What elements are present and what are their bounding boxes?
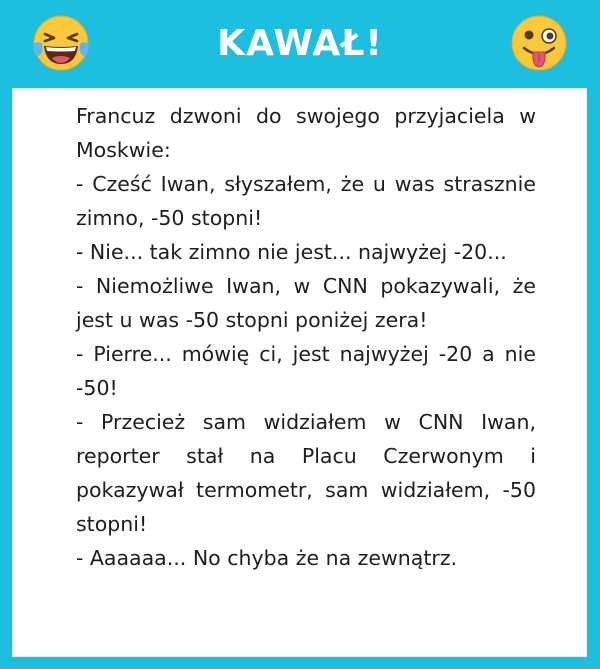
joke-paragraph: - Aaaaaa... No chyba że na zewnątrz. [76, 546, 458, 570]
joke-text [76, 99, 536, 575]
joke-paragraph: - Nie... tak zimno nie jest... najwyżej -20... [76, 240, 507, 264]
joke-paragraph: Francuz dzwoni do swojego przyjaciela w Moskwie: [76, 104, 536, 162]
joke-paragraph: - Niemożliwe Iwan, w CNN pokazywali, że jest u was -50 stopni poniżej zera! [76, 274, 536, 332]
winking-tongue-emoji-icon [508, 12, 570, 74]
page-title: KAWAŁ! [217, 23, 383, 64]
joke-paragraph: - Cześć Iwan, słyszałem, że u was strasznie zimno, -50 stopni! [76, 172, 536, 230]
header-banner [0, 0, 600, 88]
joke-paragraph: - Przecież sam widziałem w CNN Iwan, reporter stał na Placu Czerwonym i pokazywał termometr, sam widziałem, -50 stopni! [76, 410, 536, 536]
joke-card [12, 88, 587, 657]
joke-paragraph: - Pierre... mówię ci, jest najwyżej -20 a nie -50! [76, 342, 536, 400]
